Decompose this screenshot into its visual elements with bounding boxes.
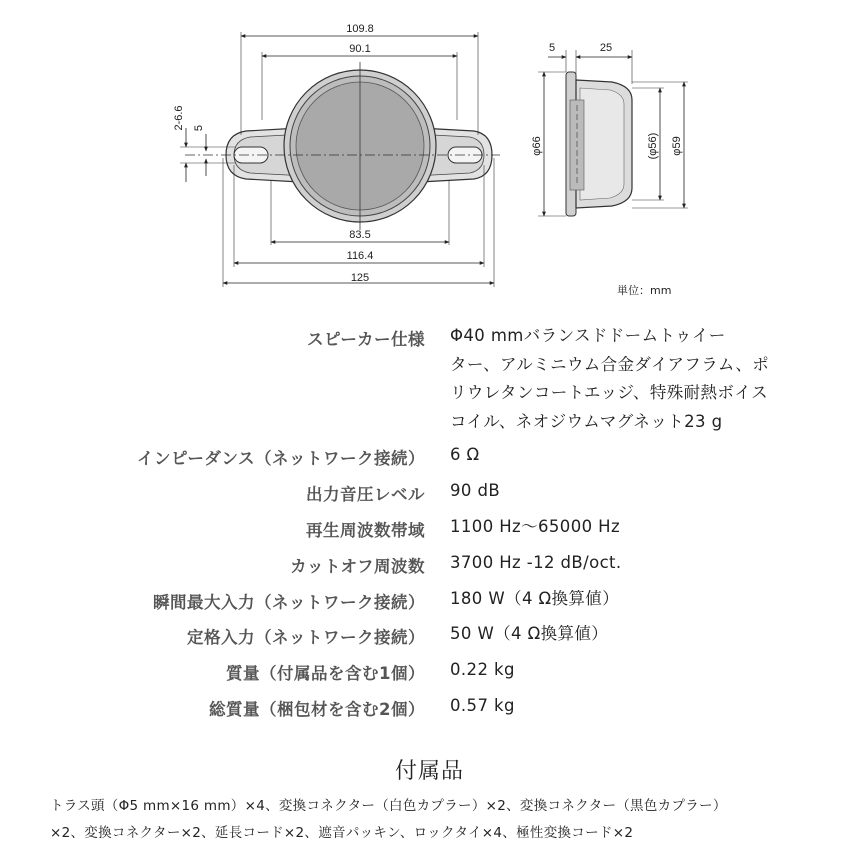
spec-label: 定格入力（ネットワーク接続） bbox=[187, 628, 425, 647]
dim-dia-66: φ66 bbox=[531, 136, 543, 156]
dim-dia-56: (φ56) bbox=[647, 132, 659, 160]
spec-value: 1100 Hz～65000 Hz bbox=[450, 517, 621, 536]
dim-109: 109.8 bbox=[346, 23, 374, 35]
spec-label: 瞬間最大入力（ネットワーク接続） bbox=[153, 593, 425, 612]
spec-value bbox=[450, 322, 820, 436]
spec-label: スピーカー仕様 bbox=[306, 330, 425, 349]
spec-value: 0.57 kg bbox=[450, 696, 515, 715]
spec-label: 出力音圧レベル bbox=[306, 485, 425, 504]
accessories-title: 付属品 bbox=[394, 759, 464, 784]
spec-value: 6 Ω bbox=[450, 445, 480, 464]
spec-value-line: コイル、ネオジウムマグネット23 g bbox=[450, 411, 723, 431]
dim-depth-5: 5 bbox=[548, 42, 556, 54]
spec-value-line: ター、アルミニウム合金ダイアフラム、ポ bbox=[450, 354, 770, 374]
dimension-drawing bbox=[0, 0, 859, 310]
dim-depth-25: 25 bbox=[599, 42, 613, 54]
spec-label: 質量（付属品を含む1個） bbox=[226, 664, 425, 683]
spec-value-line: リウレタンコートエッジ、特殊耐熱ボイス bbox=[450, 383, 768, 402]
dim-125: 125 bbox=[350, 272, 370, 284]
spec-value: 3700 Hz -12 dB/oct. bbox=[450, 553, 622, 572]
dim-slot-range: 2-6.6 bbox=[173, 105, 185, 131]
accessories-line: トラス頭（Φ5 mm×16 mm）×4、変換コネクター（白色カプラー）×2、変換コネクター（黒色カプラー） bbox=[50, 798, 727, 814]
side-view bbox=[531, 42, 688, 216]
spec-label: 総質量（梱包材を含む2個） bbox=[209, 700, 425, 719]
spec-value: 50 W（4 Ω換算値） bbox=[450, 624, 609, 643]
front-view bbox=[173, 23, 500, 287]
spec-value: 180 W（4 Ω換算値） bbox=[450, 589, 620, 608]
spec-label: カットオフ周波数 bbox=[290, 557, 425, 576]
unit-label: 単位：mm bbox=[617, 284, 672, 297]
dim-83: 83.5 bbox=[349, 229, 371, 241]
dim-116: 116.4 bbox=[346, 250, 374, 262]
accessories-line: ×2、変換コネクター×2、延長コード×2、遮音パッキン、ロックタイ×4、極性変換コード×2 bbox=[50, 825, 634, 841]
dim-dia-59: φ59 bbox=[671, 136, 683, 156]
spec-value: 90 dB bbox=[450, 481, 501, 500]
spec-value: 0.22 kg bbox=[450, 660, 515, 679]
spec-label: インピーダンス（ネットワーク接続） bbox=[136, 449, 425, 468]
spec-label: 再生周波数帯域 bbox=[306, 521, 425, 540]
dim-slot-5: 5 bbox=[193, 124, 205, 132]
spec-value-line: Φ40 mmバランスドドームトゥイー bbox=[450, 326, 726, 345]
accessories-list bbox=[50, 793, 830, 847]
dim-90: 90.1 bbox=[349, 43, 371, 55]
